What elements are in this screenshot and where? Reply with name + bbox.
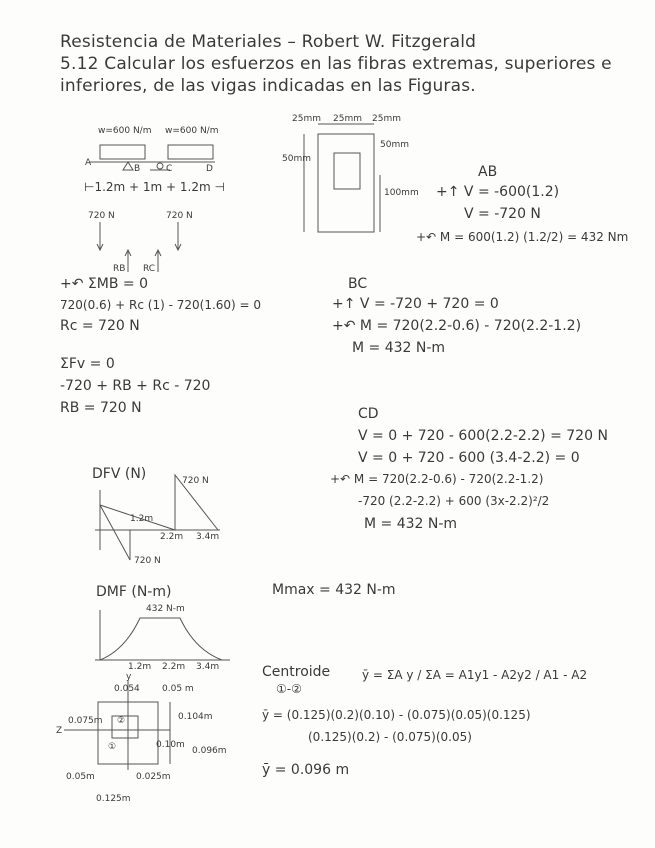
load-left: w=600 N/m — [98, 126, 152, 136]
eq-4: ΣFv = 0 — [60, 356, 115, 372]
dim-0075: 0.075m — [68, 716, 103, 726]
beam-diagram — [90, 145, 215, 170]
cd-m1: +↶ M = 720(2.2-0.6) - 720(2.2-1.2) — [330, 472, 544, 486]
dim-50: 50mm — [282, 154, 311, 164]
dmf-peak: 432 N-m — [146, 604, 185, 614]
centroid-den: (0.125)(0.2) - (0.075)(0.05) — [308, 730, 472, 744]
dim-left: 25mm — [292, 114, 321, 124]
label-a: A — [85, 158, 92, 168]
dfv-x2: 2.2m — [160, 532, 184, 542]
centroid-result: ȳ = 0.096 m — [262, 762, 350, 778]
dim-mid: 25mm — [333, 114, 362, 124]
section-top-drawing — [304, 124, 380, 232]
dim-010: 0.10m — [156, 740, 185, 750]
eq-2: 720(0.6) + Rc (1) - 720(1.60) = 0 — [60, 298, 262, 312]
dim-005: 0.05 m — [162, 684, 194, 694]
dim-0104: 0.104m — [178, 712, 213, 722]
cd-v1: V = 0 + 720 - 600(2.2-2.2) = 720 N — [358, 428, 608, 444]
label-c: C — [166, 164, 173, 174]
bc-title: BC — [348, 276, 368, 292]
force-arrows — [97, 222, 181, 272]
eq-5: -720 + RB + Rc - 720 — [60, 378, 211, 394]
centroid-num: ȳ = (0.125)(0.2)(0.10) - (0.075)(0.05)(0.125) — [262, 708, 531, 722]
ab-v1: +↑ V = -600(1.2) — [436, 184, 560, 200]
reaction-b: RB — [113, 264, 126, 274]
eq-3: Rc = 720 N — [60, 318, 140, 334]
dmf-x1: 1.2m — [128, 662, 152, 672]
y-axis-label: y — [126, 672, 132, 682]
dfv-v-bottom: 720 N — [134, 556, 161, 566]
dim-right: 25mm — [372, 114, 401, 124]
shear-diagram — [95, 475, 220, 560]
dim-0125: 0.125m — [96, 794, 131, 804]
title-line-1: Resistencia de Materiales – Robert W. Fitzgerald — [60, 32, 477, 52]
centroid-formula: ȳ = ΣA y / ΣA = A1y1 - A2y2 / A1 - A2 — [362, 668, 588, 682]
dim-0096: 0.096m — [192, 746, 227, 756]
ab-title: AB — [478, 164, 498, 180]
dfv-title: DFV (N) — [92, 466, 147, 482]
dmf-title: DMF (N-m) — [96, 584, 172, 600]
ab-m: +↶ M = 600(1.2) (1.2/2) = 432 Nm — [416, 230, 629, 244]
label-b: B — [134, 164, 141, 174]
dfv-x1: 1.2m — [130, 514, 154, 524]
cd-m2: -720 (2.2-2.2) + 600 (3x-2.2)²/2 — [358, 494, 550, 508]
dim-0054: 0.054 — [114, 684, 140, 694]
cd-v2: V = 0 + 720 - 600 (3.4-2.2) = 0 — [358, 450, 580, 466]
ab-v2: V = -720 N — [464, 206, 541, 222]
dim-005b: 0.05m — [66, 772, 95, 782]
dmf-x3: 3.4m — [196, 662, 220, 672]
mmax: Mmax = 432 N-m — [272, 582, 396, 598]
eq-6: RB = 720 N — [60, 400, 142, 416]
dim-100: 100mm — [384, 188, 419, 198]
label-d: D — [206, 164, 213, 174]
cd-title: CD — [358, 406, 379, 422]
force-left: 720 N — [88, 211, 115, 221]
centroid-title: Centroide — [262, 664, 331, 680]
force-right: 720 N — [166, 211, 193, 221]
title-line-2: 5.12 Calcular los esfuerzos en las fibras extremas, superiores e — [60, 54, 612, 74]
part-1: ① — [108, 742, 117, 752]
moment-diagram — [95, 610, 230, 660]
z-axis-label: Z — [56, 726, 63, 736]
beam-spans: ⊢1.2m + 1m + 1.2m ⊣ — [84, 180, 225, 194]
bc-v: +↑ V = -720 + 720 = 0 — [332, 296, 499, 312]
bc-m1: +↶ M = 720(2.2-0.6) - 720(2.2-1.2) — [332, 318, 582, 334]
cd-m3: M = 432 N-m — [364, 516, 458, 532]
bc-m2: M = 432 N-m — [352, 340, 446, 356]
dmf-x2: 2.2m — [162, 662, 186, 672]
title-line-3: inferiores, de las vigas indicadas en las Figuras. — [60, 76, 476, 96]
dfv-v-top: 720 N — [182, 476, 209, 486]
load-right: w=600 N/m — [165, 126, 219, 136]
dim-0025: 0.025m — [136, 772, 171, 782]
dim-top: 50mm — [380, 140, 409, 150]
centroid-parts: ①-② — [276, 682, 302, 696]
part-2: ② — [117, 716, 126, 726]
reaction-c: RC — [143, 264, 156, 274]
dfv-x3: 3.4m — [196, 532, 220, 542]
eq-1: +↶ ΣMB = 0 — [60, 276, 148, 292]
